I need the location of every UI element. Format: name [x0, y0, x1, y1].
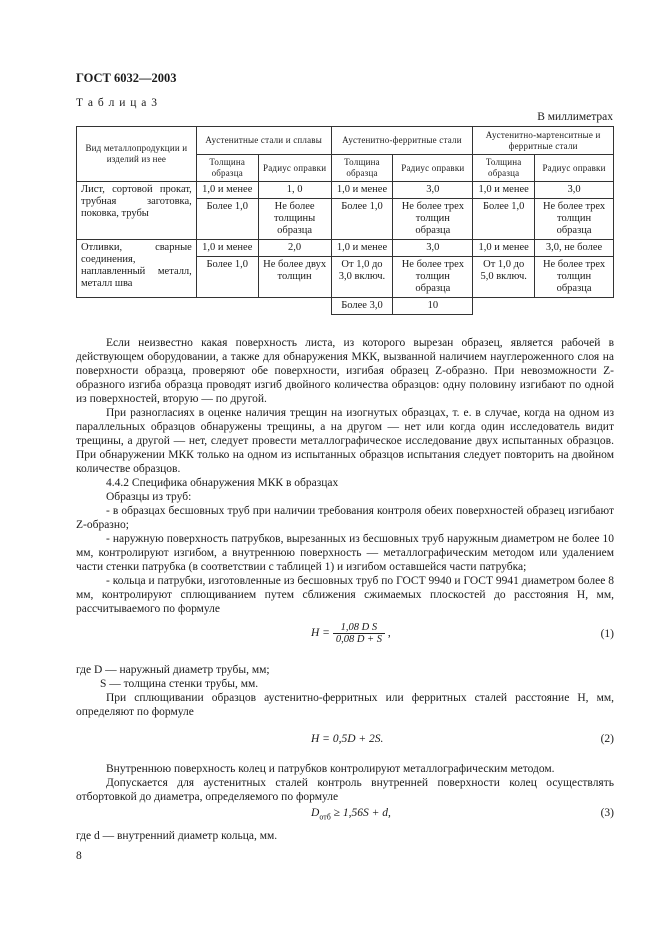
group-header: Аустенитно-мартенситные и ферритные стали [473, 127, 614, 155]
definition: где D — наружный диаметр трубы, мм; [76, 664, 270, 676]
empty-cell [535, 298, 614, 315]
body-section-1 [76, 336, 614, 616]
table-cell: Не более двух толщин [258, 257, 331, 298]
table-cell: Более 1,0 [196, 257, 258, 298]
paragraph: Образцы из труб: [106, 491, 192, 503]
table-cell: 1, 0 [258, 182, 331, 199]
table-cell: От 1,0 до 3,0 включ. [331, 257, 393, 298]
col-product-header: Вид металлопродукции и изделий из нее [77, 127, 197, 182]
empty-cell [258, 298, 331, 315]
paragraph: Внутреннюю поверхность колец и патрубков контролируют металлографическим методом. [106, 763, 555, 775]
empty-cell [196, 298, 258, 315]
thickness-header: Толщина образца [331, 155, 393, 182]
section-heading: 4.4.2 Специфика обнаружения МКК в образцах [106, 477, 339, 489]
fraction-denominator: 0,08 D + S [335, 634, 382, 645]
table-cell: 2,0 [258, 240, 331, 257]
formula-expression: H = 0,5D + 2S. [311, 733, 384, 745]
body-section-3 [76, 762, 614, 804]
table-cell: Более 1,0 [196, 199, 258, 240]
table-cell: 3,0 [393, 240, 473, 257]
formula-tail: , [387, 627, 391, 640]
definition: S — толщина стенки трубы, мм. [100, 678, 259, 690]
formula-lhs: D [311, 807, 320, 819]
product-cell: Лист, сортовой прокат, трубная заготовка, поковка, трубы [77, 182, 197, 240]
formula-3 [76, 801, 614, 831]
formula-expression [311, 807, 391, 821]
table-cell: 1,0 и менее [473, 182, 535, 199]
table-cell: 3,0, не более [535, 240, 614, 257]
list-item: - наружную поверхность патрубков, вырезанных из бесшовных труб наружным диаметром не более 10 мм, контролируют изгибом, а внутреннюю поверхность — металлографическим методом или удалением части стенки патрубка (в соответствии с таблицей 1) и изгибом оставшейся части патрубка; [76, 533, 614, 573]
body-section-2 [76, 663, 614, 719]
formula-expression [311, 622, 391, 645]
table-cell: Более 1,0 [331, 199, 393, 240]
table-cell: 10 [393, 298, 473, 315]
formula-number: (1) [600, 628, 614, 640]
table-cell: Не более трех толщин образца [393, 257, 473, 298]
thickness-header: Толщина образца [196, 155, 258, 182]
body-section-4 [76, 829, 614, 843]
group-header: Аустенитно-ферритные стали [331, 127, 473, 155]
formula-fraction [333, 622, 385, 645]
table-cell: Не более толщины образца [258, 199, 331, 240]
table-cell: 3,0 [393, 182, 473, 199]
table-cell: От 1,0 до 5,0 включ. [473, 257, 535, 298]
paragraph: При сплющивании образцов аустенитно-ферритных или ферритных сталей расстояние H, мм, определяют по формуле [76, 692, 614, 718]
table-cell: 1,0 и менее [331, 240, 393, 257]
formula-2 [76, 727, 614, 757]
thickness-header: Толщина образца [473, 155, 535, 182]
radius-header: Радиус оправки [393, 155, 473, 182]
paragraph: При разногласиях в оценке наличия трещин на изогнутых образцах, т. е. в случае, когда на одном из параллельных образцов обнаружены трещины, а на другом — нет или когда один исследователь видит трещины, а другой — нет, следует провести металлографическое исследование двух испытанных образцов. При обнаружении МКК только на одном из испытанных образцов испытания следует повторить на двойном количестве образцов. [76, 407, 614, 475]
formula-1 [76, 622, 614, 652]
paragraph: Допускается для аустенитных сталей контроль внутренней поверхности колец осуществлять отбортовкой до диаметра, определяемого по формуле [76, 777, 614, 803]
page-number: 8 [76, 850, 82, 862]
steel-table [76, 126, 614, 315]
table-cell: Не более трех толщин образца [535, 257, 614, 298]
paragraph: Если неизвестно какая поверхность листа, из которого вырезан образец, является рабочей в действующем оборудовании, а также для обнаружения МКК, вызванной наличием науглероженного слоя на поверхности образца, проверяют обе поверхности, изгибая образец Z-образно. При невозможности Z-образного изгиба образца проводят изгиб двойного количества образцов: одну половину изгибают по одной из поверхностей, вторую — по другой. [76, 337, 614, 405]
table-cell: 1,0 и менее [196, 182, 258, 199]
table-cell: Более 3,0 [331, 298, 393, 315]
table-caption: Т а б л и ц а 3 [76, 97, 159, 109]
table-cell: Не более трех толщин образца [535, 199, 614, 240]
list-item: - в образцах бесшовных труб при наличии требования контроля обеих поверхностей образец изгибают Z-образно; [76, 505, 614, 531]
formula-number: (2) [600, 733, 614, 745]
list-item: - кольца и патрубки, изготовленные из бесшовных труб по ГОСТ 9940 и ГОСТ 9941 диаметром более 8 мм, контролируют сплющиванием путем сближения сжимаемых плоскостей до расстояния H, мм, рассчитываемого по формуле [76, 575, 614, 615]
definition: где d — внутренний диаметр кольца, мм. [76, 830, 278, 842]
table-cell: 1,0 и менее [331, 182, 393, 199]
formula-lhs: H = [311, 627, 330, 640]
table-cell: Более 1,0 [473, 199, 535, 240]
table-cell: 1,0 и менее [196, 240, 258, 257]
radius-header: Радиус оправки [535, 155, 614, 182]
empty-cell [473, 298, 535, 315]
table-cell: 1,0 и менее [473, 240, 535, 257]
formula-subscript: отб [319, 812, 331, 822]
radius-header: Радиус оправки [258, 155, 331, 182]
table-cell: 3,0 [535, 182, 614, 199]
group-header: Аустенитные стали и сплавы [196, 127, 331, 155]
page-header: ГОСТ 6032—2003 [76, 71, 177, 85]
fraction-numerator: 1,08 D S [333, 622, 385, 634]
product-cell: Отливки, сварные соединения, наплавленный металл, металл шва [77, 240, 197, 298]
formula-rhs: ≥ 1,56S + d, [333, 807, 391, 819]
formula-number: (3) [600, 807, 614, 819]
table-units: В миллиметрах [537, 111, 613, 123]
empty-cell [77, 298, 197, 315]
table-cell: Не более трех толщин образца [393, 199, 473, 240]
